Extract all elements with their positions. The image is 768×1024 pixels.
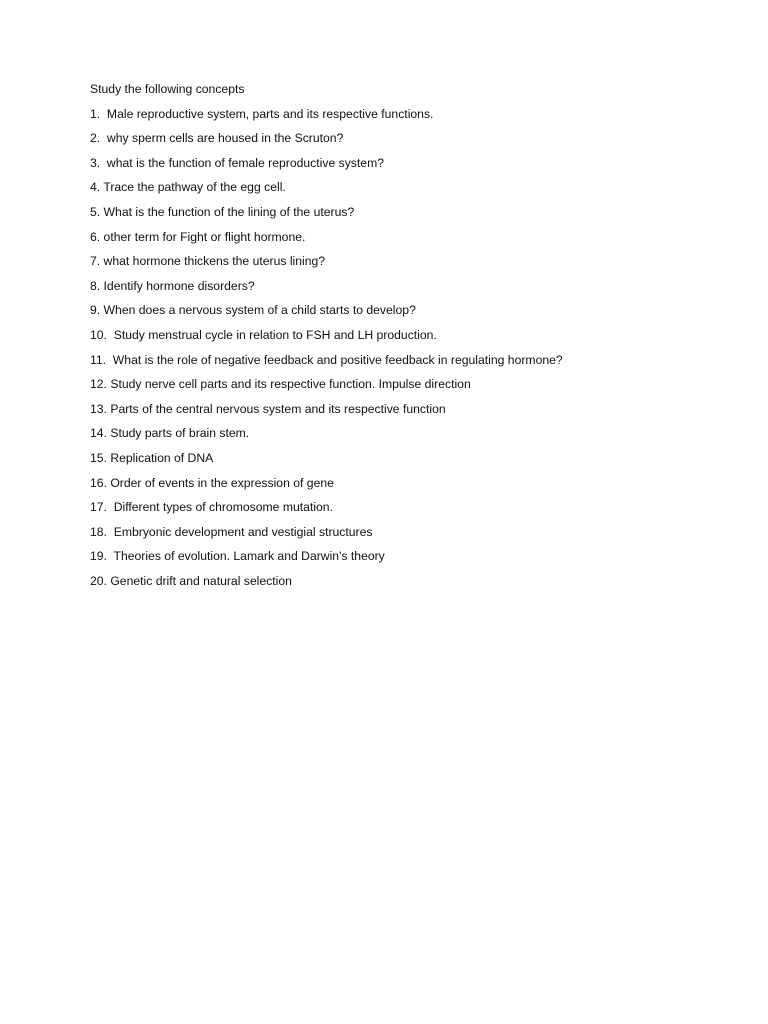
list-item: 10. Study menstrual cycle in relation to FSH and LH production. <box>90 327 437 342</box>
list-item: 5. What is the function of the lining of the uterus? <box>90 204 355 219</box>
list-item: 9. When does a nervous system of a child starts to develop? <box>90 303 416 318</box>
list-item: 7. what hormone thickens the uterus lining? <box>90 254 326 269</box>
list-item: 4. Trace the pathway of the egg cell. <box>90 180 286 195</box>
list-item: 20. Genetic drift and natural selection <box>90 573 292 588</box>
list-item: 2. why sperm cells are housed in the Scruton? <box>90 131 344 146</box>
list-item: 13. Parts of the central nervous system and its respective function <box>90 401 446 416</box>
list-item: 17. Different types of chromosome mutation. <box>90 500 333 515</box>
study-guide <box>90 77 730 593</box>
list-item: 18. Embryonic development and vestigial structures <box>90 524 373 539</box>
list-item: 19. Theories of evolution. Lamark and Darwin's theory <box>90 549 385 564</box>
list-item: 16. Order of events in the expression of gene <box>90 475 334 490</box>
list-item: 12. Study nerve cell parts and its respective function. Impulse direction <box>90 377 471 392</box>
list-item: 8. Identify hormone disorders? <box>90 278 255 293</box>
list-item: 15. Replication of DNA <box>90 450 214 465</box>
document-heading: Study the following concepts <box>90 82 245 96</box>
list-item: 14. Study parts of brain stem. <box>90 426 250 441</box>
list-item: 11. What is the role of negative feedback and positive feedback in regulating hormone? <box>90 352 563 367</box>
list-item: 6. other term for Fight or flight hormone. <box>90 229 306 244</box>
list-item: 1. Male reproductive system, parts and its respective functions. <box>90 106 434 121</box>
list-item: 3. what is the function of female reproductive system? <box>90 155 384 170</box>
